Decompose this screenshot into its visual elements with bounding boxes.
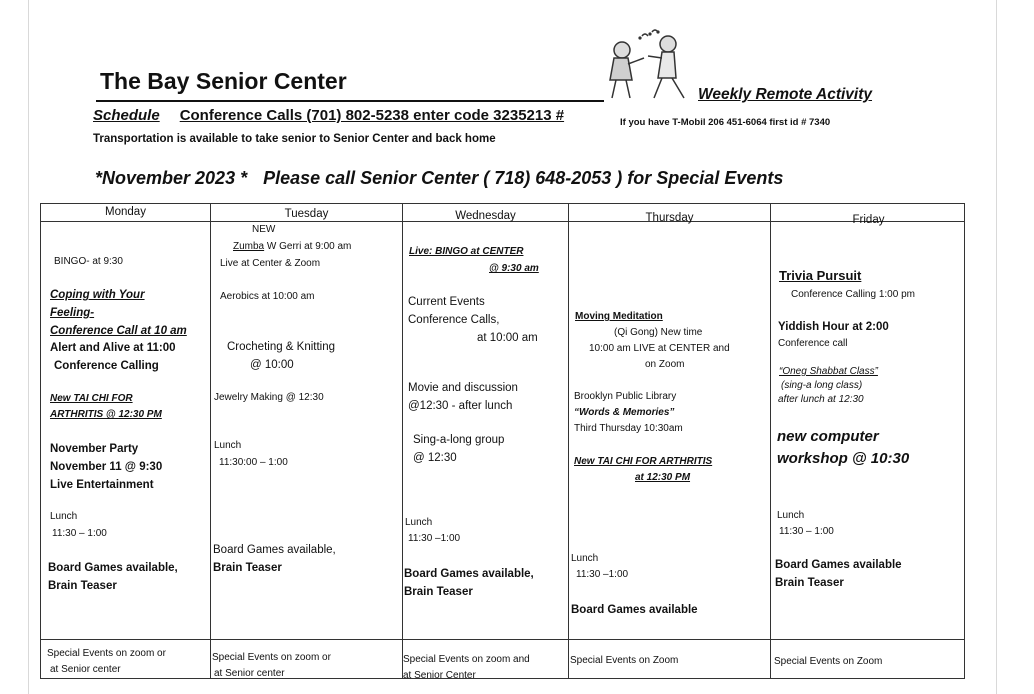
wednesday-sing-2: @ 12:30 <box>413 452 457 464</box>
wednesday-bingo-2 <box>409 261 539 277</box>
wednesday-lunch: Lunch <box>405 517 433 528</box>
tuesday-lunch: Lunch <box>214 440 242 451</box>
wednesday-special-2: at Senior Center <box>403 670 476 681</box>
tuesday-zumba-rest: W Gerri at 9:00 am <box>264 241 352 252</box>
thursday-lunch: Lunch <box>571 553 599 564</box>
wednesday-bingo-1: Live: BINGO at CENTER <box>409 246 524 257</box>
tuesday-jewelry: Jewelry Making @ 12:30 <box>214 392 324 403</box>
wednesday-bingo-time: @ 9:30 am <box>489 263 539 274</box>
day-header-friday: Friday <box>852 214 885 226</box>
monday-bingo: BINGO- at 9:30 <box>54 256 123 267</box>
day-header-monday: Monday <box>105 206 146 218</box>
page-edge-left <box>28 0 29 694</box>
monday-coping-1: Coping with Your <box>50 289 145 301</box>
friday-brain-teaser: Brain Teaser <box>775 577 844 589</box>
thursday-meditation-3: 10:00 am LIVE at CENTER and <box>589 343 730 354</box>
tmobile-note: If you have T-Mobil 206 451-6064 first id # 7340 <box>620 117 831 128</box>
friday-computer-1: new computer <box>777 428 879 445</box>
monday-party-3: Live Entertainment <box>50 479 154 491</box>
tuesday-brain-teaser: Brain Teaser <box>213 562 282 574</box>
wednesday-movie-1: Movie and discussion <box>408 382 518 394</box>
friday-computer-2: workshop @ 10:30 <box>777 450 910 467</box>
tuesday-zumba <box>233 239 351 255</box>
friday-yiddish: Yiddish Hour at 2:00 <box>778 321 889 333</box>
weekly-remote-heading: Weekly Remote Activity <box>698 86 873 103</box>
friday-trivia: Trivia Pursuit <box>779 268 862 283</box>
title-underline <box>96 100 604 102</box>
tuesday-new: NEW <box>252 224 276 235</box>
wednesday-events-2: Conference Calls, <box>408 314 500 326</box>
monday-special-1: Special Events on zoom or <box>47 648 166 659</box>
transportation-note: Transportation is available to take senior to Senior Center and back home <box>93 133 496 145</box>
thursday-meditation-1: Moving Meditation <box>575 311 663 322</box>
tuesday-crochet-1: Crocheting & Knitting <box>227 341 336 353</box>
monday-party-1: November Party <box>50 443 139 455</box>
wednesday-brain-teaser: Brain Teaser <box>404 586 473 598</box>
tuesday-special-1: Special Events on zoom or <box>212 652 331 663</box>
tuesday-live: Live at Center & Zoom <box>220 258 321 269</box>
monday-lunch-time: 11:30 – 1:00 <box>52 528 107 539</box>
day-header-tuesday: Tuesday <box>284 208 329 220</box>
schedule-label: Schedule <box>93 107 160 124</box>
center-title: The Bay Senior Center <box>100 68 347 94</box>
tuesday-lunch-time: 11:30:00 – 1:00 <box>219 457 288 468</box>
wednesday-events-3: at 10:00 am <box>477 332 538 344</box>
monday-party-2: November 11 @ 9:30 <box>50 461 163 473</box>
tuesday-board-games: Board Games available, <box>213 544 336 556</box>
friday-trivia-call: Conference Calling 1:00 pm <box>791 289 915 300</box>
conference-calls-info: Conference Calls (701) 802-5238 enter code 3235213 # <box>179 107 565 124</box>
wednesday-events-1: Current Events <box>408 296 485 308</box>
thursday-lunch-time: 11:30 –1:00 <box>576 569 629 580</box>
thursday-special: Special Events on Zoom <box>570 655 679 666</box>
friday-board-games: Board Games available <box>775 559 902 571</box>
monday-special-2: at Senior center <box>50 664 121 675</box>
monday-coping-3: Conference Call at 10 am <box>50 325 187 337</box>
thursday-taichi-2: at 12:30 PM <box>635 472 691 483</box>
wednesday-board-games: Board Games available, <box>404 568 534 580</box>
tuesday-special-2: at Senior center <box>214 668 285 679</box>
thursday-taichi-1: New TAI CHI FOR ARTHRITIS <box>574 456 713 467</box>
month-line <box>95 168 783 189</box>
tuesday-aerobics: Aerobics at 10:00 am <box>220 291 315 302</box>
thursday-meditation-4: on Zoom <box>645 359 685 370</box>
monday-conference-calling: Conference Calling <box>54 360 159 372</box>
thursday-meditation-2: (Qi Gong) New time <box>614 327 703 338</box>
friday-lunch-time: 11:30 – 1:00 <box>779 526 834 537</box>
monday-taichi-1: New TAI CHI FOR <box>50 393 133 404</box>
wednesday-special-1: Special Events on zoom and <box>403 654 530 665</box>
monday-lunch: Lunch <box>50 511 78 522</box>
wednesday-sing-1: Sing-a-long group <box>413 434 505 446</box>
monday-coping-2: Feeling- <box>50 307 95 319</box>
thursday-words-memories: “Words & Memories” <box>574 407 675 418</box>
friday-oneg: “Oneg Shabbat Class” <box>779 366 878 377</box>
monday-alert-alive: Alert and Alive at 11:00 <box>50 342 176 354</box>
thursday-board-games: Board Games available <box>571 604 698 616</box>
dancing-seniors-illustration <box>600 28 696 104</box>
wednesday-movie-2: @12:30 - after lunch <box>408 400 513 412</box>
tuesday-zumba-word: Zumba <box>233 241 265 252</box>
weekly-calendar-table <box>40 203 965 679</box>
friday-oneg-2: (sing-a long class) <box>781 380 863 391</box>
month-label: *November 2023 * <box>95 168 248 188</box>
schedule-line <box>93 107 564 124</box>
monday-board-games: Board Games available, <box>48 562 178 574</box>
day-header-thursday: Thursday <box>645 212 694 224</box>
tuesday-crochet-2: @ 10:00 <box>250 359 294 371</box>
special-events-call-note: Please call Senior Center ( 718) 648-2053 ) for Special Events <box>263 168 784 188</box>
page-edge-right <box>996 0 997 694</box>
friday-yiddish-call: Conference call <box>778 338 848 349</box>
thursday-third: Third Thursday 10:30am <box>574 423 683 434</box>
monday-brain-teaser: Brain Teaser <box>48 580 117 592</box>
friday-oneg-3: after lunch at 12:30 <box>778 394 864 405</box>
thursday-library: Brooklyn Public Library <box>574 391 677 402</box>
friday-lunch: Lunch <box>777 510 805 521</box>
day-header-wednesday: Wednesday <box>455 210 516 222</box>
monday-taichi-2: ARTHRITIS @ 12:30 PM <box>50 409 162 420</box>
friday-special: Special Events on Zoom <box>774 656 883 667</box>
wednesday-lunch-time: 11:30 –1:00 <box>408 533 461 544</box>
